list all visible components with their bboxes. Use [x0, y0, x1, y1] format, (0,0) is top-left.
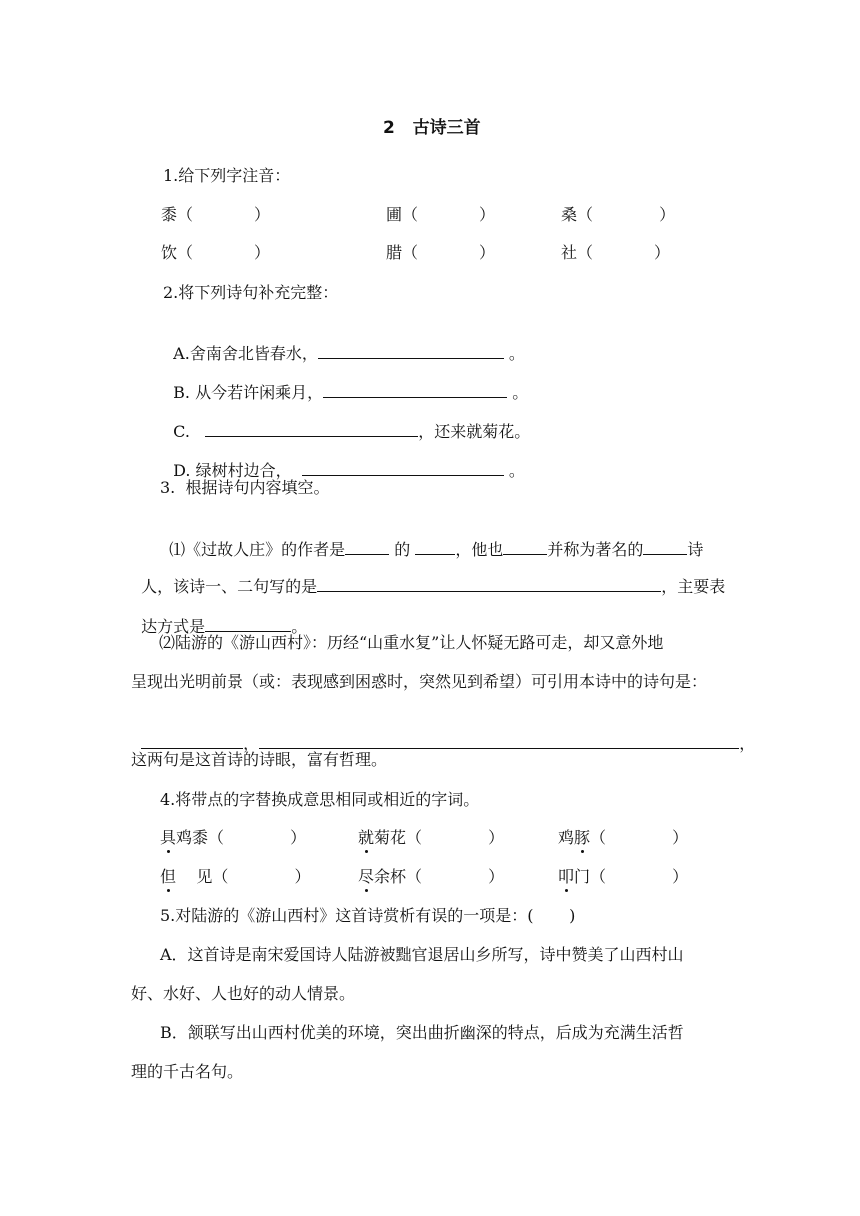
q2-b-prefix: B. 从今若许闲乘月， [173, 383, 324, 402]
q1-item: 社（ ） [561, 243, 671, 262]
q5-option-b-line2: 理的千古名句。 [131, 1062, 244, 1081]
q2-line-c [163, 400, 530, 442]
q4-dotted-char: 尽 [358, 867, 375, 886]
q4-dotted-char: 具 [160, 828, 177, 847]
page-title: 2 古诗三首 [383, 118, 481, 138]
q2-line-a [163, 322, 525, 364]
q2-c-suffix: ，还来就菊花。 [418, 422, 531, 441]
q4-item: 尽余杯（ ） [358, 867, 505, 886]
q5-option-a-line2: 好、水好、人也好的动人情景。 [131, 984, 356, 1003]
q2-line-d [163, 439, 525, 481]
q4-item: 但 见（ ） [160, 867, 311, 886]
q1-heading: 1.给下列字注音： [163, 166, 291, 185]
q2-a-prefix: A.舍南舍北皆春水， [173, 344, 318, 363]
q3-p2-line1: ⑵陆游的《游山西村》：历经“山重水复”让人怀疑无路可走，却又意外地 [159, 633, 664, 652]
q1-item: 黍（ ） [161, 205, 271, 224]
q2-c-blank[interactable] [205, 420, 418, 437]
q1-item: 饮（ ） [161, 243, 271, 262]
q4-dotted-char: 豚 [574, 828, 591, 847]
q3-blank-content[interactable] [317, 575, 661, 592]
q4-item: 就菊花（ ） [358, 828, 505, 847]
q2-b-blank[interactable] [323, 381, 507, 398]
q3-heading: 3. 根据诗句内容填空。 [160, 478, 330, 497]
q2-line-b [163, 361, 528, 403]
q3-p2-line2: 呈现出光明前景（或：表现感到困惑时，突然见到希望）可引用本诗中的诗句是： [131, 672, 708, 691]
q3-p1-text: 的 [389, 540, 416, 559]
q2-a-blank[interactable] [318, 342, 504, 359]
q3-blank-method[interactable] [205, 615, 291, 632]
q3-p1-text: 。 [291, 617, 308, 636]
q3-p2-line4: 这两句是这首诗的诗眼，富有哲理。 [131, 750, 388, 769]
q3-p1-line2 [131, 555, 725, 597]
q2-d-blank[interactable] [302, 459, 504, 476]
q3-blank-type[interactable] [643, 538, 687, 555]
q3-p1-text: 诗 [687, 540, 704, 559]
q3-p1-line3 [131, 595, 307, 637]
q3-p2-line3 [131, 712, 755, 754]
q2-c-prefix: C. [173, 422, 206, 441]
q4-heading: 4.将带点的字替换成意思相同或相近的字词。 [160, 790, 480, 809]
q5-heading: 5.对陆游的《游山西村》这首诗赏析有误的一项是：( ) [160, 906, 576, 925]
q3-p2-text: ， [243, 734, 260, 753]
q5-option-b-line1: B．颔联写出山西村优美的环境，突出曲折幽深的特点，后成为充满生活哲 [160, 1023, 684, 1042]
q4-dotted-char: 就 [358, 828, 375, 847]
q3-blank-peer[interactable] [503, 538, 547, 555]
q1-item: 圃（ ） [386, 205, 496, 224]
q2-b-suffix: 。 [507, 383, 529, 402]
q4-item: 叩门（ ） [558, 867, 689, 886]
q3-blank-verse2[interactable] [259, 732, 739, 749]
q3-blank-name[interactable] [415, 538, 455, 555]
q1-item: 桑（ ） [561, 205, 676, 224]
q2-d-prefix: D. 绿树村边合， [173, 461, 302, 480]
q4-item: 鸡豚（ ） [558, 828, 689, 847]
q3-p1-text: 达方式是 [141, 617, 206, 636]
q4-dotted-char: 叩 [558, 867, 575, 886]
q2-d-suffix: 。 [503, 461, 525, 480]
q4-item: 具鸡黍（ ） [160, 828, 307, 847]
q2-heading: 2.将下列诗句补充完整： [163, 283, 339, 302]
q4-dotted-char: 但 [160, 867, 177, 886]
q3-p2-text: ， [739, 734, 756, 753]
q2-a-suffix: 。 [503, 344, 525, 363]
q3-p1-text: ⑴《过故人庄》的作者是 [169, 540, 346, 559]
q3-p1-text: ，他也 [455, 540, 504, 559]
q3-p1-text: ，主要表 [661, 577, 726, 596]
q1-item: 腊（ ） [386, 243, 496, 262]
q3-blank-author[interactable] [345, 538, 389, 555]
q3-blank-verse1[interactable] [141, 732, 243, 749]
q5-option-a-line1: A．这首诗是南宋爱国诗人陆游被黜官退居山乡所写，诗中赞美了山西村山 [160, 945, 684, 964]
q3-p1-text: 并称为著名的 [547, 540, 644, 559]
q3-p1-line1 [159, 518, 703, 560]
q3-p1-text: 人，该诗一、二句写的是 [141, 577, 318, 596]
